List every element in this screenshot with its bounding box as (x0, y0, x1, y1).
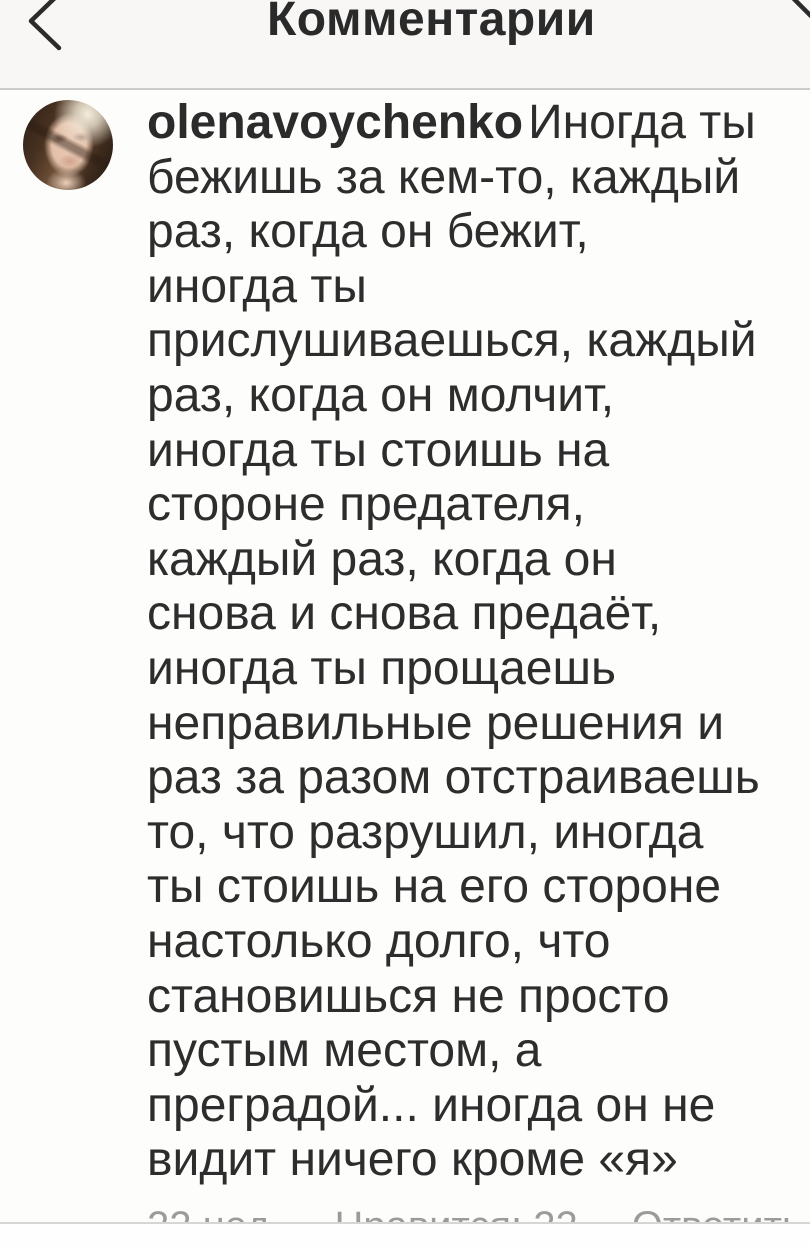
comment-input-bar (0, 1222, 810, 1246)
back-button[interactable] (24, 0, 68, 54)
share-button[interactable] (786, 0, 810, 20)
chevron-left-icon (24, 0, 68, 54)
comment-username[interactable]: olenavoychenko (147, 96, 524, 149)
avatar[interactable] (23, 100, 113, 190)
header (0, 0, 810, 90)
page-title: Комментарии (267, 0, 596, 46)
comment-text: Иногда ты бежишь за кем-то, каждый раз, когда он бежит, иногда ты прислушиваешься, каждый раз, когда он молчит, иногда ты стоишь на стороне предателя, каждый раз, когда он снова и снова предаёт, иногда ты прощаешь неправильные решения и раз за разом отстраиваешь то, что разрушил, иногда ты стоишь на его стороне настолько долго, что становишься не просто пустым местом, а преградой... иногда он не видит ничего кроме «я» (147, 96, 760, 1187)
comment (147, 96, 795, 1188)
paper-plane-icon (786, 0, 810, 20)
